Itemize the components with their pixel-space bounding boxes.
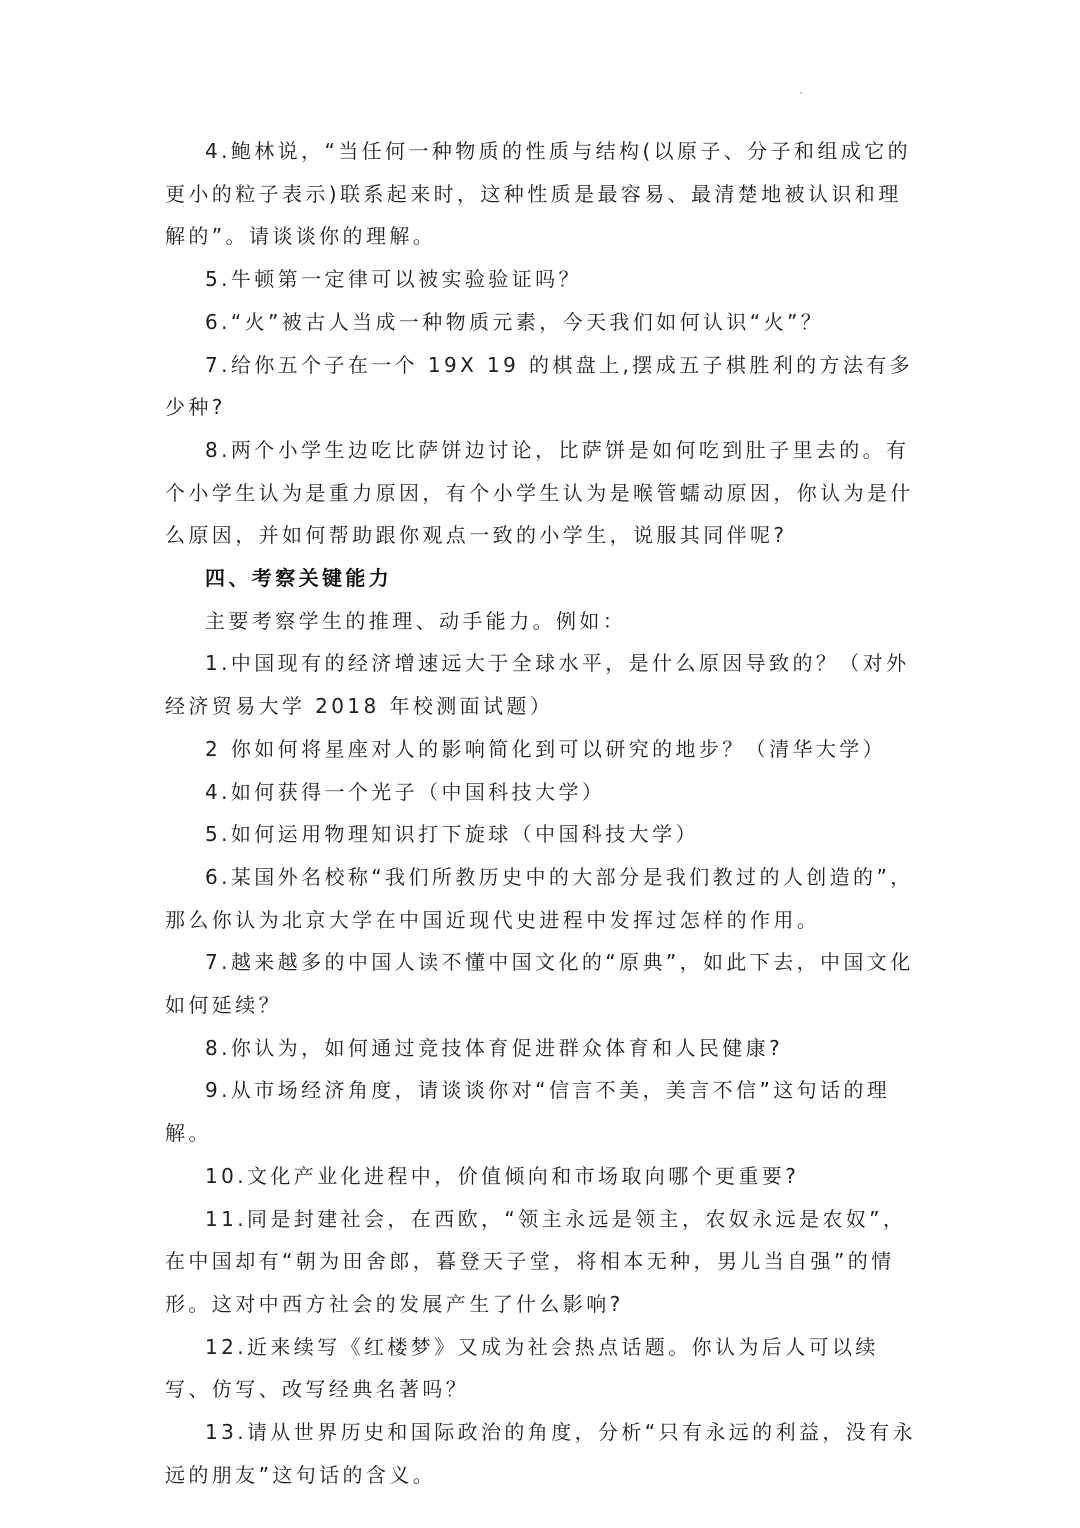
question-paragraph: 13.请从世界历史和国际政治的角度，分析“只有永远的利益，没有永远的朋友”这句话的含义。	[165, 1420, 916, 1487]
section-intro: 主要考察学生的推理、动手能力。例如：	[205, 608, 627, 633]
question-paragraph: 5.如何运用物理知识打下旋球（中国科技大学）	[205, 822, 699, 847]
question-paragraph: 5.牛顿第一定律可以被实验验证吗？	[205, 267, 582, 292]
question-paragraph: 4.如何获得一个光子（中国科技大学）	[205, 779, 606, 804]
question-paragraph: 8.两个小学生边吃比萨饼边讨论，比萨饼是如何吃到肚子里去的。有个小学生认为是重力原因，有个小学生认为是喉管蠕动原因，你认为是什么原因，并如何帮助跟你观点一致的小学生，说服其同伴呢?	[165, 437, 914, 548]
document-page	[165, 130, 917, 1497]
question-paragraph: 11.同是封建社会，在西欧，“领主永远是领主，农奴永远是农奴”，在中国却有“朝为田舍郎，暮登天子堂，将相本无种，男儿当自强”的情形。这对中西方社会的发展产生了什么影响?	[165, 1206, 907, 1316]
question-paragraph: 6.某国外名校称“我们所教历史中的大部分是我们教过的人创造的”，那么你认为北京大学在中国近现代史进程中发挥过怎样的作用。	[165, 864, 914, 932]
question-paragraph: 1.中国现有的经济增速远大于全球水平，是什么原因导致的？（对外经济贸易大学 2018 年校测面试题）	[165, 651, 910, 719]
question-paragraph: 2 你如何将星座对人的影响简化到可以研究的地步？（清华大学）	[205, 736, 887, 761]
question-paragraph: 4.鲍林说，“当任何一种物质的性质与结构(以原子、分子和组成它的更小的粒子表示)联系起来时，这种性质是最容易、最清楚地被认识和理解的”。请谈谈你的理解。	[165, 139, 912, 249]
question-paragraph: 7.给你五个子在一个 19X 19 的棋盘上,摆成五子棋胜利的方法有多少种?	[165, 352, 914, 420]
question-paragraph: 6.“火”被古人当成一种物质元素，今天我们如何认识“火”？	[205, 309, 825, 334]
question-paragraph: 12.近来续写《红楼梦》又成为社会热点话题。你认为后人可以续写、仿写、改写经典名著吗？	[165, 1334, 879, 1402]
question-paragraph: 10.文化产业化进程中，价值倾向和市场取向哪个更重要?	[205, 1163, 800, 1188]
scan-speck	[800, 92, 802, 94]
question-paragraph: 9.从市场经济角度，请谈谈你对“信言不美，美言不信”这句话的理解。	[165, 1078, 891, 1146]
question-paragraph: 8.你认为，如何通过竞技体育促进群众体育和人民健康?	[205, 1035, 784, 1060]
section-heading: 四、考察关键能力	[205, 566, 393, 591]
question-paragraph: 7.越来越多的中国人读不懂中国文化的“原典”，如此下去，中国文化如何延续？	[165, 950, 914, 1018]
